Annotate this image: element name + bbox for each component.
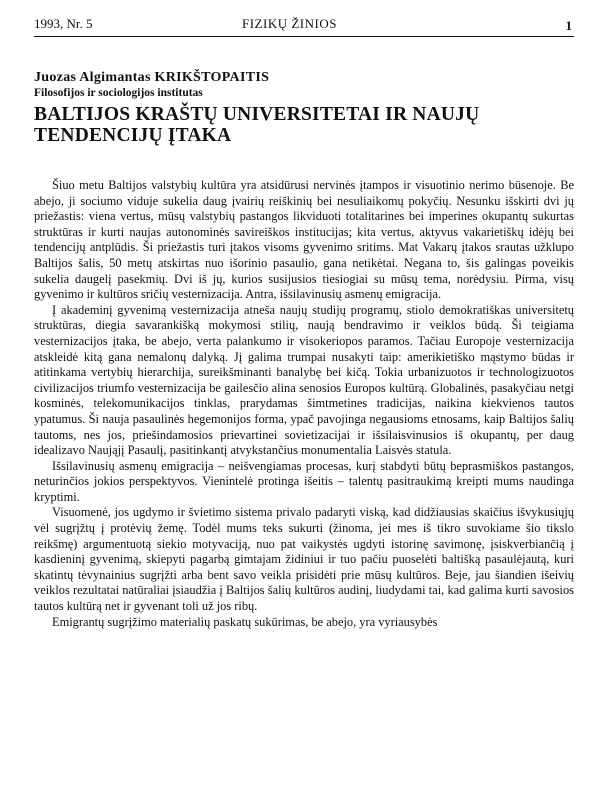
paragraph: Į akademinį gyvenimą vesternizacija atneša naujų studijų programų, stiolo demokratiškas universitetų struktūras, diegia savarankišką mokymosi stilių, naują bendravimo ir veiklos būdą. Ši teigiama vesternizacijos įtaka, be abejo, verta palankumo ir visokeriopos paramos. Tačiau Europoje vesternizacija atskleidė kitą gana nemalonų dalyką. Jį galima trumpai nusakyti taip: amerikietiško mąstymo būdas ir atitinkama vertybių hierarchija, sureikšminanti banalybę bei kičą. Tokia urbanizuotos ir technologizuotos civilizacijos triumfo vesternizacija be gailesčio alina senosios Europos kultūrą. Globalinės, pasakyčiau netgi kosminės, telekomunikacijos tinklas, prarydamas šimtmetines tradicijas, naikina kiekvienos tautos ypatumus. Ši nauja pasaulinės hegemonijos forma, ypač pavojinga negausioms etnosams, kaip Baltijos šalių tautoms, nes jos, priešindamosios prievartinei sovietizacijai ir išsilaisvinusios iš okupantų, per daug idealizavo Naująjį Pasaulį, pasitinkantį atvykstančius monumentalia Laisvės statula. xyxy=(34,302,574,458)
article-title-line-1: BALTIJOS KRAŠTŲ UNIVERSITETAI IR NAUJŲ xyxy=(34,104,480,125)
paragraph: Emigrantų sugrįžimo materialių paskatų sukūrimas, be abejo, yra vyriausybės xyxy=(52,614,438,629)
page-number: 1 xyxy=(565,18,572,33)
journal-title: FIZIKŲ ŽINIOS xyxy=(242,16,337,31)
running-header xyxy=(34,14,574,37)
article-author: Juozas Algimantas KRIKŠTOPAITIS xyxy=(34,70,270,85)
author-affiliation: Filosofijos ir sociologijos institutas xyxy=(34,87,203,99)
paragraph: Visuomenė, jos ugdymo ir švietimo sistema privalo padaryti viską, kad didžiausias skaičius išvykusiųjų vėl sugrįžtų į protėvių žemę. Todėl mums teks sukurti (žinoma, jei mes iš tikro suvokiame šio tikslo reikšmę) argumentuotą siekio motyvaciją, nuo pat vaikystės ugdyti istorinę savimonę, įsiskverbiančią į kasdieninį gyvenimą, skiepyti pagarbą gimtajam židiniui ir tuo pačiu puoselėti baltišką pasaulėjautą, kuri skatintų tėvynainius sugrįžti arba bent savo veikla prisidėti prie mūsų kultūros. Beje, jau šiandien išeivių veiklos rezultatai natūraliai įsiaudžia į Baltijos šalių kultūros audinį, liudydami tai, kad galima kurti savosios tautos kultūrą net ir gyvenant toli už jos ribų. xyxy=(34,505,574,614)
article-body xyxy=(34,178,574,630)
paragraph: Šiuo metu Baltijos valstybių kultūra yra atsidūrusi nervinės įtampos ir visuotinio nerimo būsenoje. Be abejo, ji sociumo viduje sukelia daug įvairių reiškinių bei nesuliaikomų pokyčių. Nesunku išskirti dvi jų priežastis: viena vertus, mūsų valstybių pastangos likviduoti totalitarines bei imperines okupantų sukurtas struktūras ir kurti naujas autonominės savireiškos institucijas; kita vertus, aktyvus vakarietiškų idėjų bei tendencijų antplūdis. Ši priežastis turi įtakos visoms gyvenimo sritims. Mat Vakarų įtakos srautas užklupo Baltijos šalis, 50 metų atskirtas nuo išorinio pasaulio, gana netikėtai. Negana to, šis galingas poveikis sukelia daugelį pasekmių. Dvi iš jų, kurios susijusios tiesiogiai su mūsų tema, norėdysiu. Pirma, visų gyvenimo ir kultūros sričių vesternizacija. Antra, išsilavinusių asmenų emigracija. xyxy=(34,178,574,302)
article-title xyxy=(34,104,574,146)
issue-label: 1993, Nr. 5 xyxy=(34,16,93,31)
paragraph: Išsilavinusių asmenų emigracija – neišvengiamas procesas, kurį stabdyti būtų beprasmiškos pastangos, neturinčios jokios perspektyvos. Vienintelė protinga išeitis – talentų pasitraukimą kreipti mums naudinga kryptimi. xyxy=(34,458,574,504)
article-title-line-2: TENDENCIJŲ ĮTAKA xyxy=(34,125,232,146)
